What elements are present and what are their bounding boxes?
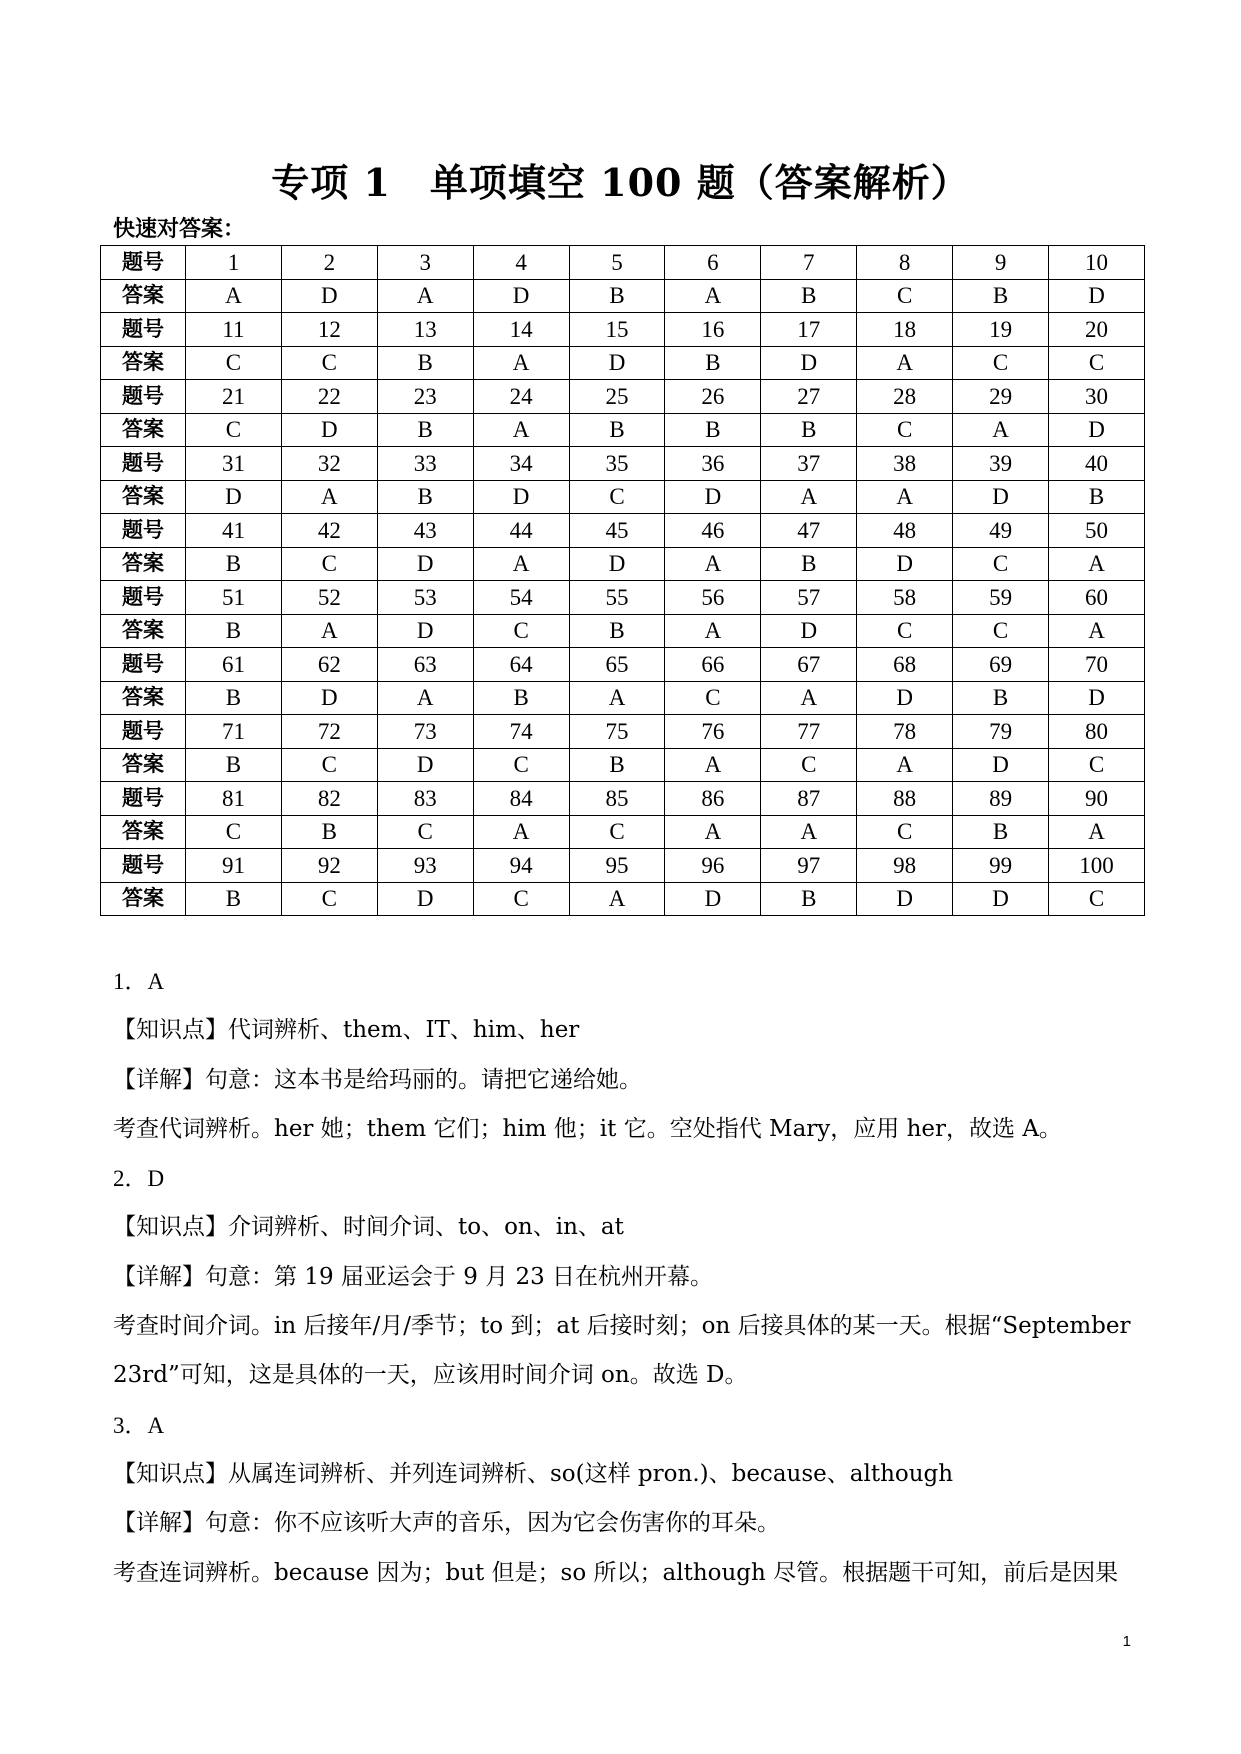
- question-number-row: [101, 514, 1145, 548]
- answer-row: [101, 346, 1145, 380]
- question-number-cell: 3: [377, 246, 473, 280]
- question-number-cell: 66: [665, 648, 761, 682]
- answer-cell: D: [953, 480, 1049, 514]
- question-number-cell: 38: [857, 447, 953, 481]
- question-number-cell: 10: [1049, 246, 1145, 280]
- answer-row-label: 答案: [101, 346, 186, 380]
- explanation-line: 考查代词辨析。her 她；them 它们；him 他；it 它。空处指代 Mary，应用 her，故选 A。: [113, 1115, 1062, 1142]
- answer-cell: C: [569, 480, 665, 514]
- answer-cell: A: [665, 547, 761, 581]
- question-number-cell: 99: [953, 849, 1049, 883]
- answer-cell: D: [569, 346, 665, 380]
- question-number-cell: 13: [377, 313, 473, 347]
- answer-cell: A: [1049, 547, 1145, 581]
- answer-cell: D: [761, 346, 857, 380]
- answer-cell: A: [665, 815, 761, 849]
- answer-cell: C: [186, 346, 282, 380]
- answer-cell: A: [1049, 815, 1145, 849]
- answer-cell: B: [569, 748, 665, 782]
- question-number-cell: 8: [857, 246, 953, 280]
- question-number-cell: 16: [665, 313, 761, 347]
- answer-cell: A: [186, 279, 282, 313]
- answer-cell: D: [281, 681, 377, 715]
- question-number-cell: 51: [186, 581, 282, 615]
- answer-cell: C: [281, 346, 377, 380]
- question-number-cell: 60: [1049, 581, 1145, 615]
- answer-cell: D: [857, 681, 953, 715]
- question-number-cell: 27: [761, 380, 857, 414]
- explanations-section: [113, 957, 1143, 1598]
- answer-cell: D: [569, 547, 665, 581]
- question-number-cell: 34: [473, 447, 569, 481]
- answer-cell: C: [569, 815, 665, 849]
- answer-row-label: 答案: [101, 480, 186, 514]
- answer-cell: B: [569, 614, 665, 648]
- answer-cell: A: [569, 882, 665, 916]
- answer-cell: D: [473, 279, 569, 313]
- answer-cell: B: [953, 815, 1049, 849]
- question-row-label: 题号: [101, 313, 186, 347]
- question-number-cell: 22: [281, 380, 377, 414]
- question-number-row: [101, 380, 1145, 414]
- explanation-line: 【知识点】从属连词辨析、并列连词辨析、so(这样 pron.)、because、although: [113, 1460, 954, 1487]
- question-number-cell: 59: [953, 581, 1049, 615]
- answer-row-label: 答案: [101, 279, 186, 313]
- explanation-line: 【知识点】介词辨析、时间介词、to、on、in、at: [113, 1214, 624, 1241]
- answer-row-label: 答案: [101, 547, 186, 581]
- answer-cell: A: [473, 346, 569, 380]
- answer-cell: D: [377, 547, 473, 581]
- question-number-cell: 86: [665, 782, 761, 816]
- question-number-cell: 49: [953, 514, 1049, 548]
- answer-cell: C: [281, 882, 377, 916]
- question-number-cell: 14: [473, 313, 569, 347]
- question-number-cell: 95: [569, 849, 665, 883]
- quick-answer-label: 快速对答案：: [113, 217, 246, 242]
- answer-cell: A: [665, 748, 761, 782]
- answer-row: [101, 279, 1145, 313]
- answer-cell: D: [281, 279, 377, 313]
- question-number-row: [101, 246, 1145, 280]
- answer-cell: D: [761, 614, 857, 648]
- page-title: 专项 1 单项填空 100 题（答案解析）: [271, 160, 970, 205]
- answer-cell: C: [281, 748, 377, 782]
- answer-cell: B: [953, 279, 1049, 313]
- question-number-cell: 44: [473, 514, 569, 548]
- answer-row: [101, 614, 1145, 648]
- question-number-cell: 1: [186, 246, 282, 280]
- explanation-line: 【详解】句意：你不应该听大声的音乐，因为它会伤害你的耳朵。: [113, 1510, 780, 1537]
- answer-cell: C: [281, 547, 377, 581]
- explanation-line: 【详解】句意：这本书是给玛丽的。请把它递给她。: [113, 1066, 642, 1093]
- question-number-cell: 61: [186, 648, 282, 682]
- page-number: 1: [1122, 1633, 1131, 1650]
- answer-row: [101, 547, 1145, 581]
- question-number-cell: 55: [569, 581, 665, 615]
- answer-cell: D: [1049, 279, 1145, 313]
- answer-cell: A: [761, 815, 857, 849]
- question-number-cell: 17: [761, 313, 857, 347]
- answer-cell: D: [377, 748, 473, 782]
- answer-cell: A: [281, 614, 377, 648]
- answer-cell: B: [1049, 480, 1145, 514]
- question-number-row: [101, 849, 1145, 883]
- answer-cell: B: [665, 413, 761, 447]
- question-number-cell: 46: [665, 514, 761, 548]
- question-number-cell: 33: [377, 447, 473, 481]
- answer-cell: B: [377, 480, 473, 514]
- question-number-cell: 41: [186, 514, 282, 548]
- answer-cell: B: [761, 413, 857, 447]
- question-number-cell: 25: [569, 380, 665, 414]
- question-row-label: 题号: [101, 380, 186, 414]
- answer-cell: D: [473, 480, 569, 514]
- answer-cell: C: [1049, 748, 1145, 782]
- answer-cell: A: [761, 480, 857, 514]
- question-number-cell: 92: [281, 849, 377, 883]
- question-number-cell: 79: [953, 715, 1049, 749]
- question-number-cell: 98: [857, 849, 953, 883]
- question-row-label: 题号: [101, 581, 186, 615]
- answer-cell: C: [857, 413, 953, 447]
- question-row-label: 题号: [101, 514, 186, 548]
- question-number-cell: 54: [473, 581, 569, 615]
- answer-cell: A: [377, 279, 473, 313]
- explanation-line: 考查连词辨析。because 因为；but 但是；so 所以；although 尽管。根据题干可知，前后是因果: [113, 1559, 1119, 1586]
- question-row-label: 题号: [101, 715, 186, 749]
- question-number-cell: 85: [569, 782, 665, 816]
- answer-cell: A: [953, 413, 1049, 447]
- question-number-cell: 42: [281, 514, 377, 548]
- question-number-cell: 6: [665, 246, 761, 280]
- question-number-cell: 23: [377, 380, 473, 414]
- explanation-line: 【知识点】代词辨析、them、IT、him、her: [113, 1017, 580, 1044]
- question-number-cell: 50: [1049, 514, 1145, 548]
- question-number-cell: 36: [665, 447, 761, 481]
- answer-row-label: 答案: [101, 815, 186, 849]
- answer-cell: D: [665, 480, 761, 514]
- answer-cell: C: [1049, 346, 1145, 380]
- answer-cell: C: [857, 815, 953, 849]
- answer-cell: C: [186, 413, 282, 447]
- question-number-cell: 43: [377, 514, 473, 548]
- question-number-cell: 56: [665, 581, 761, 615]
- answer-cell: C: [473, 882, 569, 916]
- question-row-label: 题号: [101, 782, 186, 816]
- question-row-label: 题号: [101, 648, 186, 682]
- question-number-cell: 52: [281, 581, 377, 615]
- question-number-cell: 78: [857, 715, 953, 749]
- answer-cell: C: [953, 614, 1049, 648]
- question-number-cell: 4: [473, 246, 569, 280]
- question-number-cell: 71: [186, 715, 282, 749]
- question-number-cell: 31: [186, 447, 282, 481]
- question-number-cell: 68: [857, 648, 953, 682]
- question-number-cell: 70: [1049, 648, 1145, 682]
- question-number-cell: 83: [377, 782, 473, 816]
- answer-cell: B: [761, 279, 857, 313]
- question-number-cell: 57: [761, 581, 857, 615]
- answer-row-label: 答案: [101, 748, 186, 782]
- question-number-cell: 91: [186, 849, 282, 883]
- question-number-cell: 53: [377, 581, 473, 615]
- question-answer-heading: 3．A: [113, 1412, 165, 1438]
- answer-cell: A: [665, 279, 761, 313]
- answer-row-label: 答案: [101, 413, 186, 447]
- question-number-cell: 77: [761, 715, 857, 749]
- answer-cell: D: [953, 748, 1049, 782]
- answer-cell: A: [569, 681, 665, 715]
- question-number-cell: 62: [281, 648, 377, 682]
- answer-cell: D: [665, 882, 761, 916]
- question-number-cell: 37: [761, 447, 857, 481]
- answer-cell: B: [569, 413, 665, 447]
- answer-cell: A: [665, 614, 761, 648]
- question-number-cell: 87: [761, 782, 857, 816]
- question-row-label: 题号: [101, 849, 186, 883]
- answer-cell: C: [761, 748, 857, 782]
- answer-table: [100, 245, 1145, 916]
- answer-cell: D: [281, 413, 377, 447]
- answer-cell: C: [473, 614, 569, 648]
- answer-cell: A: [1049, 614, 1145, 648]
- question-number-cell: 100: [1049, 849, 1145, 883]
- question-number-cell: 97: [761, 849, 857, 883]
- question-number-cell: 73: [377, 715, 473, 749]
- answer-cell: B: [953, 681, 1049, 715]
- answer-cell: B: [473, 681, 569, 715]
- question-number-cell: 48: [857, 514, 953, 548]
- answer-cell: C: [186, 815, 282, 849]
- answer-cell: D: [377, 614, 473, 648]
- answer-cell: A: [473, 547, 569, 581]
- question-number-cell: 76: [665, 715, 761, 749]
- question-number-cell: 21: [186, 380, 282, 414]
- answer-cell: D: [186, 480, 282, 514]
- question-number-cell: 72: [281, 715, 377, 749]
- question-number-cell: 26: [665, 380, 761, 414]
- answer-cell: B: [186, 748, 282, 782]
- answer-cell: B: [761, 882, 857, 916]
- question-number-cell: 28: [857, 380, 953, 414]
- question-number-cell: 5: [569, 246, 665, 280]
- question-number-cell: 75: [569, 715, 665, 749]
- explanation-line: 23rd”可知，这是具体的一天，应该用时间介词 on。故选 D。: [113, 1362, 748, 1389]
- question-number-cell: 58: [857, 581, 953, 615]
- question-number-cell: 11: [186, 313, 282, 347]
- answer-row: [101, 681, 1145, 715]
- answer-cell: D: [857, 547, 953, 581]
- question-number-cell: 7: [761, 246, 857, 280]
- question-number-cell: 29: [953, 380, 1049, 414]
- answer-cell: A: [761, 681, 857, 715]
- question-number-cell: 35: [569, 447, 665, 481]
- answer-row: [101, 413, 1145, 447]
- answer-cell: A: [857, 480, 953, 514]
- question-number-row: [101, 313, 1145, 347]
- answer-cell: D: [1049, 681, 1145, 715]
- question-number-cell: 15: [569, 313, 665, 347]
- question-number-cell: 19: [953, 313, 1049, 347]
- explanation-line: 考查时间介词。in 后接年/月/季节；to 到；at 后接时刻；on 后接具体的某一天。根据“September: [113, 1313, 1131, 1340]
- question-number-cell: 96: [665, 849, 761, 883]
- question-number-cell: 24: [473, 380, 569, 414]
- answer-cell: B: [186, 547, 282, 581]
- question-number-cell: 81: [186, 782, 282, 816]
- question-number-cell: 45: [569, 514, 665, 548]
- answer-cell: C: [953, 346, 1049, 380]
- answer-cell: B: [377, 413, 473, 447]
- question-answer-heading: 1．A: [113, 969, 165, 994]
- answer-cell: B: [186, 882, 282, 916]
- question-number-cell: 89: [953, 782, 1049, 816]
- question-row-label: 题号: [101, 447, 186, 481]
- question-number-cell: 65: [569, 648, 665, 682]
- question-number-cell: 9: [953, 246, 1049, 280]
- answer-cell: B: [761, 547, 857, 581]
- question-number-row: [101, 648, 1145, 682]
- answer-cell: C: [473, 748, 569, 782]
- question-number-cell: 67: [761, 648, 857, 682]
- question-number-cell: 93: [377, 849, 473, 883]
- answer-cell: A: [377, 681, 473, 715]
- answer-cell: A: [473, 413, 569, 447]
- question-number-cell: 30: [1049, 380, 1145, 414]
- explanation-line: 【详解】句意：第 19 届亚运会于 9 月 23 日在杭州开幕。: [113, 1263, 714, 1290]
- answer-cell: C: [377, 815, 473, 849]
- question-number-cell: 74: [473, 715, 569, 749]
- question-number-cell: 2: [281, 246, 377, 280]
- answer-cell: B: [665, 346, 761, 380]
- answer-cell: D: [857, 882, 953, 916]
- question-answer-heading: 2．D: [113, 1166, 165, 1192]
- question-number-cell: 80: [1049, 715, 1145, 749]
- question-number-cell: 32: [281, 447, 377, 481]
- answer-cell: C: [857, 614, 953, 648]
- answer-cell: D: [1049, 413, 1145, 447]
- question-number-cell: 47: [761, 514, 857, 548]
- answer-cell: A: [857, 748, 953, 782]
- answer-cell: B: [377, 346, 473, 380]
- question-number-cell: 82: [281, 782, 377, 816]
- answer-cell: D: [377, 882, 473, 916]
- answer-cell: C: [857, 279, 953, 313]
- question-number-cell: 40: [1049, 447, 1145, 481]
- question-number-cell: 64: [473, 648, 569, 682]
- question-number-cell: 94: [473, 849, 569, 883]
- answer-cell: B: [569, 279, 665, 313]
- answer-cell: A: [473, 815, 569, 849]
- answer-cell: C: [953, 547, 1049, 581]
- answer-row: [101, 815, 1145, 849]
- question-number-cell: 18: [857, 313, 953, 347]
- answer-cell: B: [186, 681, 282, 715]
- answer-cell: A: [281, 480, 377, 514]
- question-row-label: 题号: [101, 246, 186, 280]
- question-number-cell: 63: [377, 648, 473, 682]
- question-number-row: [101, 782, 1145, 816]
- question-number-row: [101, 447, 1145, 481]
- answer-row-label: 答案: [101, 681, 186, 715]
- answer-cell: B: [281, 815, 377, 849]
- answer-cell: C: [1049, 882, 1145, 916]
- question-number-row: [101, 715, 1145, 749]
- answer-cell: A: [857, 346, 953, 380]
- answer-cell: D: [953, 882, 1049, 916]
- answer-row-label: 答案: [101, 882, 186, 916]
- question-number-cell: 12: [281, 313, 377, 347]
- answer-table-body: [101, 246, 1145, 916]
- answer-row: [101, 748, 1145, 782]
- answer-row: [101, 882, 1145, 916]
- question-number-cell: 84: [473, 782, 569, 816]
- answer-row-label: 答案: [101, 614, 186, 648]
- answer-cell: B: [186, 614, 282, 648]
- question-number-cell: 88: [857, 782, 953, 816]
- answer-cell: C: [665, 681, 761, 715]
- question-number-cell: 90: [1049, 782, 1145, 816]
- question-number-row: [101, 581, 1145, 615]
- question-number-cell: 20: [1049, 313, 1145, 347]
- answer-row: [101, 480, 1145, 514]
- question-number-cell: 69: [953, 648, 1049, 682]
- question-number-cell: 39: [953, 447, 1049, 481]
